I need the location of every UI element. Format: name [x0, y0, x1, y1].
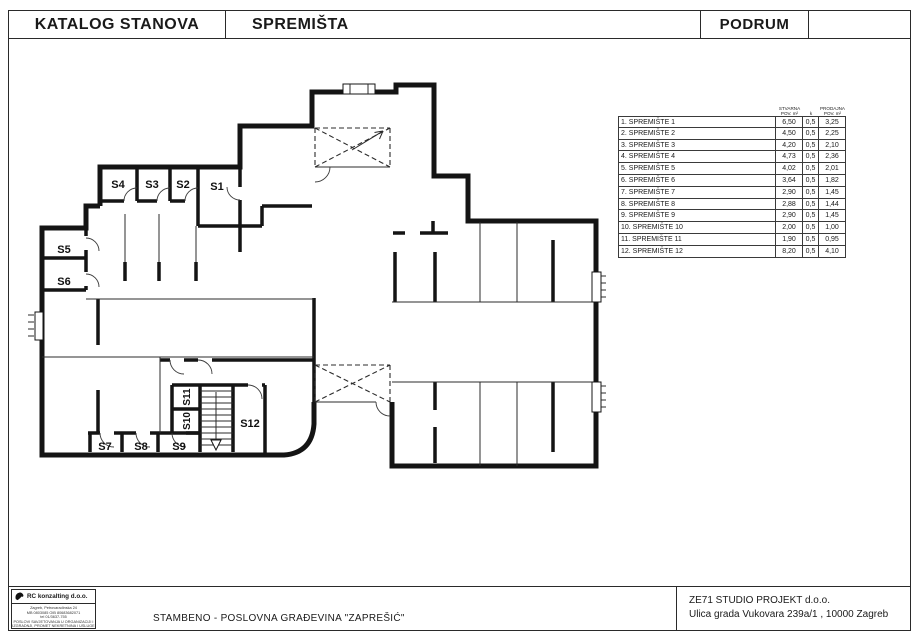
room-label-s10: S10 — [182, 412, 193, 430]
coef-header-label: k — [809, 110, 813, 116]
room-label-s5: S5 — [57, 244, 71, 256]
consultant-detail-line: POSLOVI SAVJETOVANJA U ORGANIZACIJI I — [13, 619, 94, 624]
room-label-s4: S4 — [111, 179, 125, 191]
storage-name: 8. SPREMIŠTE 8 — [618, 199, 776, 211]
sale-area-value: 0,95 — [819, 234, 846, 246]
actual-area-header — [776, 106, 803, 116]
actual-area-value: 2,88 — [776, 199, 803, 211]
room-label-s3: S3 — [145, 179, 159, 191]
rc-logo-icon — [14, 591, 25, 602]
storage-name: 6. SPREMIŠTE 6 — [618, 175, 776, 187]
coefficient-value: 0,5 — [803, 210, 819, 222]
actual-area-value: 3,64 — [776, 175, 803, 187]
actual-area-value: 8,20 — [776, 246, 803, 258]
actual-area-value: 2,90 — [776, 210, 803, 222]
room-label-s12: S12 — [240, 418, 260, 430]
designer-address: Ulica grada Vukovara 239a/1 , 10000 Zagreb — [689, 609, 889, 620]
catalog-title: KATALOG STANOVA — [34, 15, 200, 33]
room-label-s9: S9 — [172, 441, 186, 453]
header-cell-sheet-title — [226, 11, 700, 38]
actual-area-value: 4,73 — [776, 151, 803, 163]
coefficient-value: 0,5 — [803, 140, 819, 152]
coefficient-value: 0,5 — [803, 199, 819, 211]
coefficient-value: 0,5 — [803, 246, 819, 258]
coefficient-value: 0,5 — [803, 151, 819, 163]
sale-area-value: 2,36 — [819, 151, 846, 163]
project-title: STAMBENO - POSLOVNA GRAĐEVINA "ZAPREŠIĆ" — [153, 613, 405, 624]
sheet-title: SPREMIŠTA — [252, 15, 349, 33]
storage-name: 12. SPREMIŠTE 12 — [618, 246, 776, 258]
storage-name: 5. SPREMIŠTE 5 — [618, 163, 776, 175]
consultant-details — [12, 604, 95, 629]
sale-area-value: 3,25 — [819, 116, 846, 128]
coefficient-header — [803, 106, 819, 116]
storage-name: 4. SPREMIŠTE 4 — [618, 151, 776, 163]
room-label-s7: S7 — [98, 441, 112, 453]
storage-name: 9. SPREMIŠTE 9 — [618, 210, 776, 222]
coefficient-value: 0,5 — [803, 128, 819, 140]
actual-area-value: 2,00 — [776, 222, 803, 234]
sale-area-value: 2,25 — [819, 128, 846, 140]
room-label-s8: S8 — [134, 441, 148, 453]
sale-area-value: 1,45 — [819, 187, 846, 199]
actual-header-line2: POV. m² — [780, 110, 799, 116]
storage-areas-table — [618, 101, 848, 258]
coefficient-value: 0,5 — [803, 187, 819, 199]
table-row — [618, 199, 848, 211]
sale-area-value: 1,82 — [819, 175, 846, 187]
sale-area-value: 2,10 — [819, 140, 846, 152]
table-row — [618, 128, 848, 140]
actual-area-value: 4,50 — [776, 128, 803, 140]
coefficient-value: 0,5 — [803, 116, 819, 128]
room-label-s1: S1 — [210, 181, 224, 193]
consultant-name: RC konzalting d.o.o. — [27, 593, 88, 600]
header-cell-level — [700, 11, 809, 38]
consultant-detail-line: IZGRADNJI, PROMET NEKRETNINA I USLUGE — [12, 624, 95, 629]
level-label: PODRUM — [719, 16, 790, 33]
consultant-header — [12, 590, 95, 604]
storage-name: 2. SPREMIŠTE 2 — [618, 128, 776, 140]
actual-area-value: 6,50 — [776, 116, 803, 128]
storage-name: 11. SPREMIŠTE 11 — [618, 234, 776, 246]
sale-header-line1: PRODAJNA — [819, 105, 845, 111]
storage-name: 7. SPREMIŠTE 7 — [618, 187, 776, 199]
title-block-footer — [9, 586, 910, 630]
table-row — [618, 246, 848, 258]
room-label-s6: S6 — [57, 276, 71, 288]
coefficient-value: 0,5 — [803, 163, 819, 175]
actual-area-value: 2,90 — [776, 187, 803, 199]
coefficient-value: 0,5 — [803, 222, 819, 234]
table-row — [618, 210, 848, 222]
consultant-box — [11, 589, 96, 629]
table-row — [618, 175, 848, 187]
actual-header-line1: STVARNA — [778, 105, 801, 111]
header-cell-catalog — [9, 11, 226, 38]
consultant-detail-line: MB 0803085 OIB 80683682071 — [26, 610, 81, 615]
storage-name: 1. SPREMIŠTE 1 — [618, 116, 776, 128]
designer-name: ZE71 STUDIO PROJEKT d.o.o. — [689, 595, 830, 606]
sale-area-value: 1,00 — [819, 222, 846, 234]
sale-area-value: 1,44 — [819, 199, 846, 211]
table-row — [618, 234, 848, 246]
table-row — [618, 222, 848, 234]
coefficient-value: 0,5 — [803, 175, 819, 187]
title-header — [9, 11, 910, 39]
sale-area-header — [819, 106, 846, 116]
storage-name: 10. SPREMIŠTE 10 — [618, 222, 776, 234]
sale-area-value: 1,45 — [819, 210, 846, 222]
table-row — [618, 116, 848, 128]
table-row — [618, 140, 848, 152]
header-cell-empty — [809, 11, 910, 38]
sale-area-value: 2,01 — [819, 163, 846, 175]
designer-box — [676, 587, 906, 631]
table-row — [618, 163, 848, 175]
table-body — [618, 116, 848, 258]
consultant-detail-line: Zagreb, Petrovaradinska 24 — [30, 606, 77, 610]
room-label-s11: S11 — [182, 388, 193, 406]
actual-area-value: 1,90 — [776, 234, 803, 246]
actual-area-value: 4,20 — [776, 140, 803, 152]
sheet-border — [8, 10, 911, 631]
storage-name: 3. SPREMIŠTE 3 — [618, 140, 776, 152]
sale-header-line2: POV. m² — [823, 110, 842, 116]
consultant-detail-line: tel 01/3637-755 — [40, 615, 67, 620]
table-row — [618, 151, 848, 163]
actual-area-value: 4,02 — [776, 163, 803, 175]
room-label-s2: S2 — [176, 179, 190, 191]
table-row — [618, 187, 848, 199]
coefficient-value: 0,5 — [803, 234, 819, 246]
table-header — [618, 101, 848, 116]
sale-area-value: 4,10 — [819, 246, 846, 258]
